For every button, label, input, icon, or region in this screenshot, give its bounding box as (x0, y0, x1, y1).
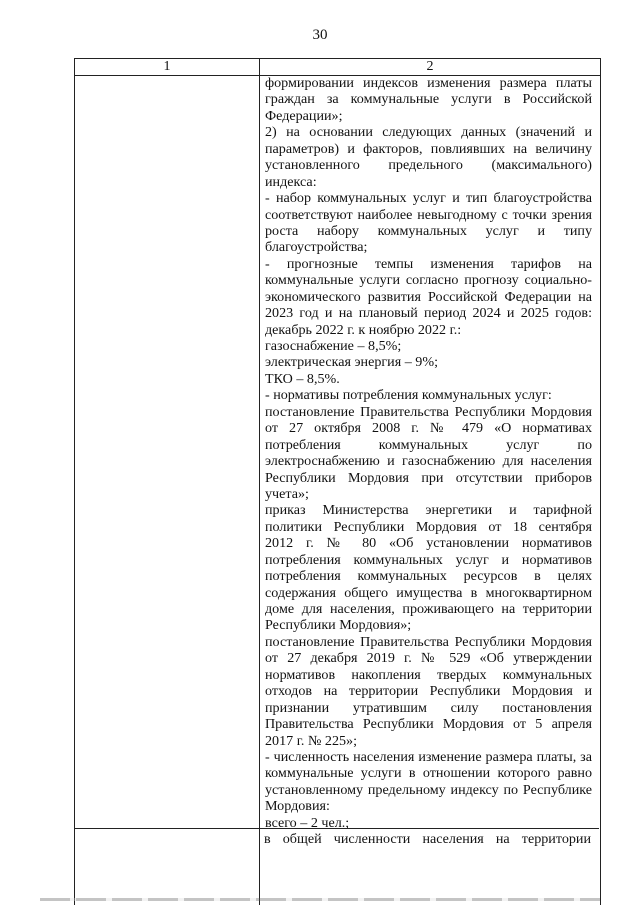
text-line: граждан за коммунальные услуги в Российской (265, 91, 592, 108)
text-line: установленного предельного (максимального) (265, 157, 592, 174)
text-line: формировании индексов изменения размера платы (265, 75, 592, 91)
text-line: 2017 г. № 225»; (265, 732, 358, 749)
text-line: от 27 октября 2008 г. № 479 «О нормативах (265, 420, 592, 437)
text-line: - прогнозные темпы изменения тарифов на (265, 255, 592, 272)
column-2-header: 2 (426, 59, 434, 74)
text-line: - численность населения изменение размера платы, за (265, 748, 592, 765)
text-line: от 27 декабря 2019 г. № 529 «Об утверждении (265, 650, 592, 667)
text-line: потребления коммунальных ресурсов в целях (265, 568, 592, 585)
continued-text-line: в общей численности населения на территории (264, 831, 591, 847)
text-line: - набор коммунальных услуг и тип благоустройства (265, 190, 592, 207)
text-line: потребления коммунальных услуг и нормативов (265, 551, 592, 568)
text-line: благоустройства; (265, 239, 368, 256)
table-header-row (75, 59, 600, 76)
text-line: постановление Правительства Республики Мордовия (265, 403, 592, 420)
text-line: - нормативы потребления коммунальных услуг: (265, 387, 552, 404)
text-line: Республики Мордовия»; (265, 617, 412, 634)
text-line: установленному предельному индексу по Республике (265, 781, 592, 798)
text-line: индекса: (265, 173, 317, 190)
text-line: содержания общего имущества в многоквартирном (265, 584, 592, 601)
scan-edge-artifact (40, 898, 600, 901)
text-line: 2012 г. № 80 «Об установлении нормативов (265, 535, 592, 552)
text-line: ТКО – 8,5%. (265, 370, 340, 387)
text-line: соответствуют наиболее невыгодному с точки зрения (265, 206, 592, 223)
text-line: 2) на основании следующих данных (значений и (265, 124, 592, 141)
row-separator (74, 828, 599, 829)
text-line: электрическая энергия – 9%; (265, 354, 439, 371)
text-line: Правительства Республики Мордовия от 5 апреля (265, 716, 592, 733)
text-line: учета»; (265, 485, 309, 502)
text-line: коммунальные услуги в отношении которого равно (265, 765, 592, 782)
text-line: коммунальные услуги согласно прогнозу социально- (265, 272, 592, 289)
text-line: доме для населения, проживающего на территории (265, 601, 592, 617)
text-line: газоснабжение – 8,5%; (265, 338, 402, 354)
text-line: параметров) и факторов, повлиявших на величину (265, 140, 592, 157)
text-line: потребления коммунальных услуг по (265, 436, 592, 453)
text-line: признании утратившим силу постановления (265, 699, 592, 716)
column-2-content (265, 75, 592, 831)
text-line: 2023 год и на плановый период 2024 и 2025 годов: (265, 305, 592, 322)
column-1-header: 1 (163, 59, 171, 74)
text-line: Мордовия: (265, 798, 330, 815)
text-line: экономического развития Российской Федерации на (265, 288, 592, 305)
text-line: политики Республики Мордовия от 18 сентября (265, 518, 592, 535)
column-divider (259, 59, 260, 905)
text-line: нормативов накопления твердых коммунальных (265, 666, 592, 683)
text-line: декабрь 2022 г. к ноябрю 2022 г.: (265, 321, 462, 338)
text-line: приказ Министерства энергетики и тарифной (265, 502, 592, 519)
text-line: Федерации»; (265, 107, 343, 124)
text-line: постановление Правительства Республики Мордовия (265, 633, 592, 650)
text-line: всего – 2 чел.; (265, 814, 350, 831)
page-number: 30 (312, 27, 328, 43)
document-table (74, 58, 601, 905)
text-line: электроснабжению и газоснабжению для населения (265, 453, 592, 470)
text-line: Республики Мордовия при отсутствии приборов (265, 469, 592, 486)
text-line: отходов на территории Республики Мордовия и (265, 683, 592, 700)
text-line: роста набору коммунальных услуг и типу (265, 222, 592, 239)
